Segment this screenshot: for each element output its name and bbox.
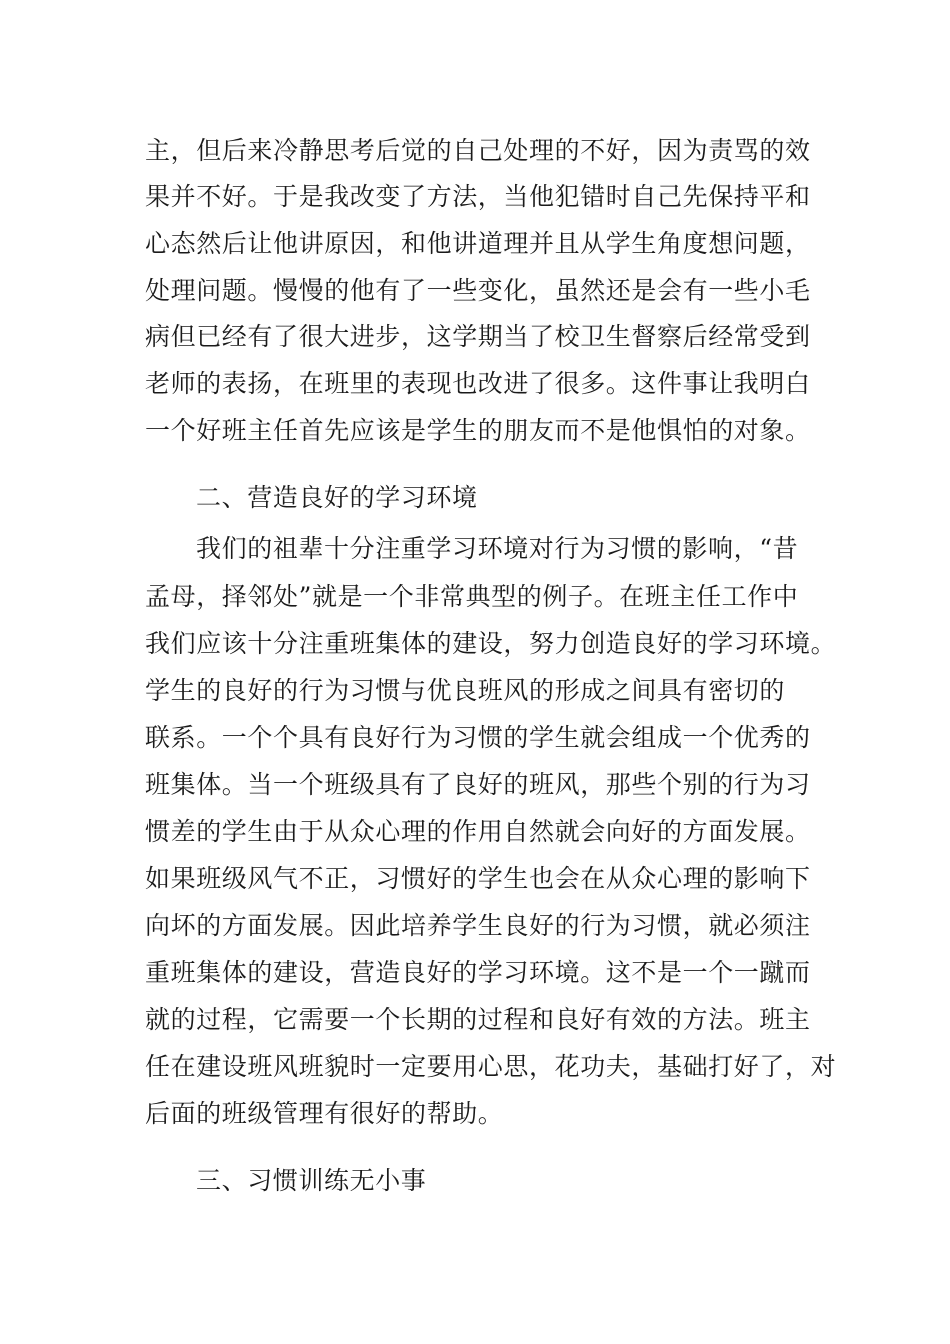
section-heading: 二、营造良好的学习环境	[196, 483, 478, 512]
paragraph-line: 老师的表扬，在班里的表现也改进了很多。这件事让我明白	[145, 369, 811, 398]
paragraph-line: 一个好班主任首先应该是学生的朋友而不是他惧怕的对象。	[145, 416, 811, 445]
paragraph-line: 处理问题。慢慢的他有了一些变化，虽然还是会有一些小毛	[145, 276, 811, 305]
paragraph-line: 向坏的方面发展。因此培养学生良好的行为习惯，就必须注	[145, 911, 811, 940]
paragraph-line: 孟母，择邻处”就是一个非常典型的例子。在班主任工作中	[145, 582, 799, 611]
paragraph-line: 果并不好。于是我改变了方法，当他犯错时自己先保持平和	[145, 182, 811, 211]
paragraph-line: 心态然后让他讲原因，和他讲道理并且从学生角度想问题，	[145, 229, 811, 258]
section-heading: 三、习惯训练无小事	[196, 1166, 427, 1195]
paragraph-line: 如果班级风气不正，习惯好的学生也会在从众心理的影响下	[145, 864, 811, 893]
paragraph-line: 重班集体的建设，营造良好的学习环境。这不是一个一蹴而	[145, 958, 811, 987]
paragraph-line: 联系。一个个具有良好行为习惯的学生就会组成一个优秀的	[145, 723, 811, 752]
paragraph-line: 就的过程，它需要一个长期的过程和良好有效的方法。班主	[145, 1005, 811, 1034]
paragraph-line: 学生的良好的行为习惯与优良班风的形成之间具有密切的	[145, 676, 786, 705]
paragraph-line: 后面的班级管理有很好的帮助。	[145, 1099, 504, 1128]
paragraph-line: 惯差的学生由于从众心理的作用自然就会向好的方面发展。	[145, 817, 811, 846]
paragraph-line: 我们的祖辈十分注重学习环境对行为习惯的影响，“昔	[196, 534, 799, 563]
paragraph-line: 班集体。当一个班级具有了良好的班风，那些个别的行为习	[145, 770, 811, 799]
paragraph-line: 任在建设班风班貌时一定要用心思，花功夫，基础打好了，对	[145, 1052, 837, 1081]
paragraph-line: 我们应该十分注重班集体的建设，努力创造良好的学习环境。	[145, 629, 837, 658]
paragraph-line: 主，但后来冷静思考后觉的自己处理的不好，因为责骂的效	[145, 136, 811, 165]
paragraph-line: 病但已经有了很大进步，这学期当了校卫生督察后经常受到	[145, 322, 811, 351]
